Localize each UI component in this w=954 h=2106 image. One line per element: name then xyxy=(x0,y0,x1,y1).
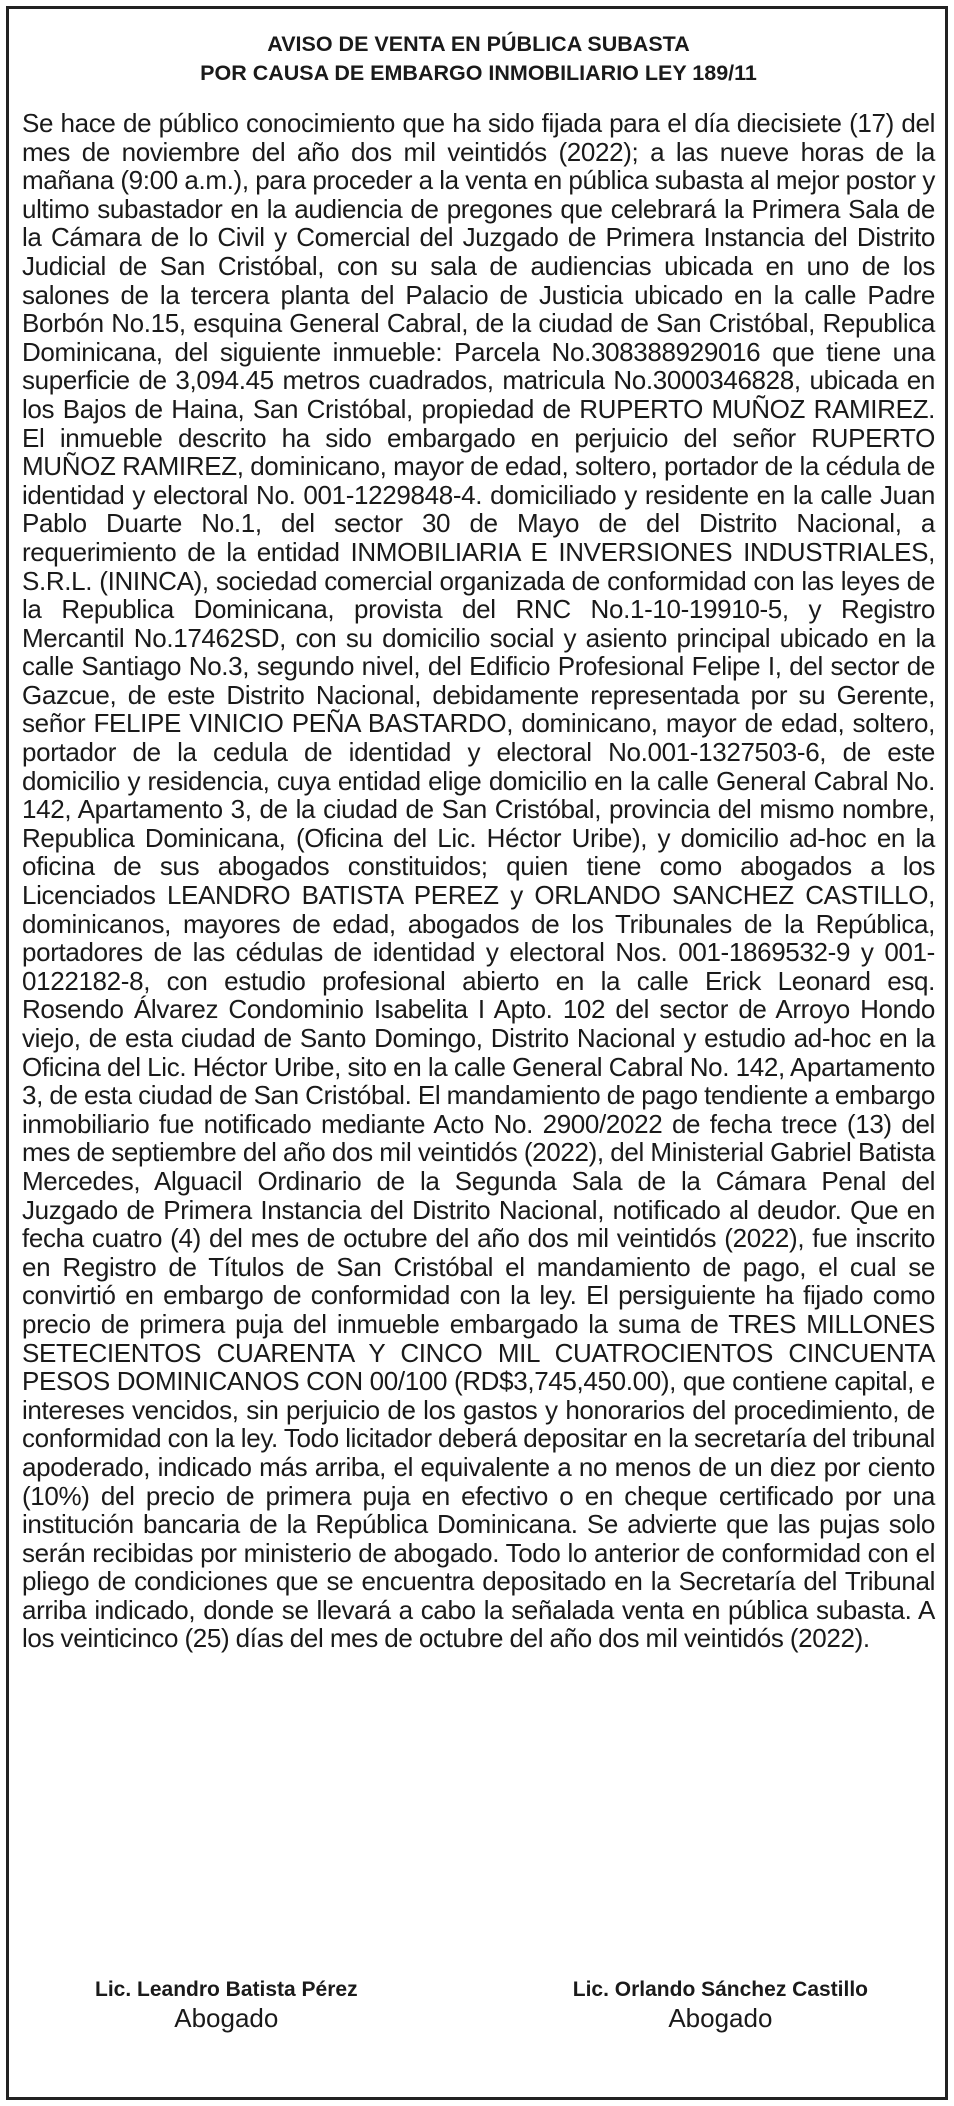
signature-right xyxy=(573,1977,868,2033)
notice-title-line-1: AVISO DE VENTA EN PÚBLICA SUBASTA xyxy=(267,32,690,56)
signer-name: Lic. Leandro Batista Pérez xyxy=(95,1978,358,2001)
signer-name: Lic. Orlando Sánchez Castillo xyxy=(572,1978,868,2001)
notice-title xyxy=(22,30,935,88)
signature-left xyxy=(95,1977,358,2033)
notice-body: Se hace de público conocimiento que ha sido fijada para el día diecisiete (17) del mes de noviembre del año dos mil veintidós (2022); a las nueve horas de la mañana (9:00 a.m.), para proceder a la venta en pública subasta al mejor postor y ultimo subastador en la audiencia de pregones que celebrará la Primera Sala de la Cámara de lo Civil y Comercial del Juzgado de Primera Instancia del Distrito Judicial de San Cristóbal, con su sala de audiencias ubicada en uno de los salones de la tercera planta del Palacio de Justicia ubicado en la calle Padre Borbón No.15, esquina General Cabral, de la ciudad de San Cristóbal, Republica Dominicana, del siguiente inmueble: Parcela No.308388929016 que tiene una superficie de 3,094.45 metros cuadrados, matricula No.3000346828, ubicada en los Bajos de Haina, San Cristóbal, propiedad de RUPERTO MUÑOZ RAMIREZ. El inmueble descrito ha sido embargado en perjuicio del señor RUPERTO MUÑOZ RAMIREZ, dominicano, mayor de edad, soltero, portador de la cédula de identidad y electoral No. 001-1229848-4. domiciliado y residente en la calle Juan Pablo Duarte No.1, del sector 30 de Mayo de del Distrito Nacional, a requerimiento de la entidad INMOBILIARIA E INVERSIONES INDUSTRIALES, S.R.L. (ININCA), sociedad comercial organizada de conformidad con las leyes de la Republica Dominicana, provista del RNC No.1-10-19910-5, y Registro Mercantil No.17462SD, con su domicilio social y asiento principal ubicado en la calle Santiago No.3, segundo nivel, del Edificio Profesional Felipe I, del sector de Gazcue, de este Distrito Nacional, debidamente representada por su Gerente, señor FELIPE VINICIO PEÑA BASTARDO, dominicano, mayor de edad, soltero, portador de la cedula de identidad y electoral No.001-1327503-6, de este domicilio y residencia, cuya entidad elige domicilio en la calle General Cabral No. 142, Apartamento 3, de la ciudad de San Cristóbal, provincia del mismo nombre, Republica Dominicana, (Oficina del Lic. Héctor Uribe), y domicilio ad-hoc en la oficina de sus abogados constituidos; quien tiene como abogados a los Licenciados LEANDRO BATISTA PEREZ y ORLANDO SANCHEZ CASTILLO, dominicanos, mayores de edad, abogados de los Tribunales de la República, portadores de las cédulas de identidad y electoral Nos. 001-1869532-9 y 001-0122182-8, con estudio profesional abierto en la calle Erick Leonard esq. Rosendo Álvarez Condominio Isabelita I Apto. 102 del sector de Arroyo Hondo viejo, de esta ciudad de Santo Domingo, Distrito Nacional y estudio ad-hoc en la Oficina del Lic. Héctor Uribe, sito en la calle General Cabral No. 142, Apartamento 3, de esta ciudad de San Cristóbal. El mandamiento de pago tendiente a embargo inmobiliario fue notificado mediante Acto No. 2900/2022 de fecha trece (13) del mes de septiembre del año dos mil veintidós (2022), del Ministerial Gabriel Batista Mercedes, Alguacil Ordinario de la Segunda Sala de la Cámara Penal del Juzgado de Primera Instancia del Distrito Nacional, notificado al deudor. Que en fecha cuatro (4) del mes de octubre del año dos mil veintidós (2022), fue inscrito en Registro de Títulos de San Cristóbal el mandamiento de pago, el cual se convirtió en embargo de conformidad con la ley. El persiguiente ha fijado como precio de primera puja del inmueble embargado la suma de TRES MILLONES SETECIENTOS CUARENTA Y CINCO MIL CUATROCIENTOS CINCUENTA PESOS DOMINICANOS CON 00/100 (RD$3,745,450.00), que contiene capital, e intereses vencidos, sin perjuicio de los gastos y honorarios del procedimiento, de conformidad con la ley. Todo licitador deberá depositar en la secretaría del tribunal apoderado, indicado más arriba, el equivalente a no menos de un diez por ciento (10%) del precio de primera puja en efectivo o en cheque certificado por una institución bancaria de la República Dominicana. Se advierte que las pujas solo serán recibidas por ministerio de abogado. Todo lo anterior de conformidad con el pliego de condiciones que se encuentra depositado en la Secretaría del Tribunal arriba indicado, donde se llevará a cabo la señalada venta en pública subasta. A los veinticinco (25) días del mes de octubre del año dos mil veintidós (2022). xyxy=(22,108,935,1654)
signer-role: Abogado xyxy=(668,2003,773,2033)
signer-role: Abogado xyxy=(174,2003,279,2033)
signature-block xyxy=(0,1977,954,2033)
notice-title-line-2: POR CAUSA DE EMBARGO INMOBILIARIO LEY 189/11 xyxy=(200,61,757,85)
